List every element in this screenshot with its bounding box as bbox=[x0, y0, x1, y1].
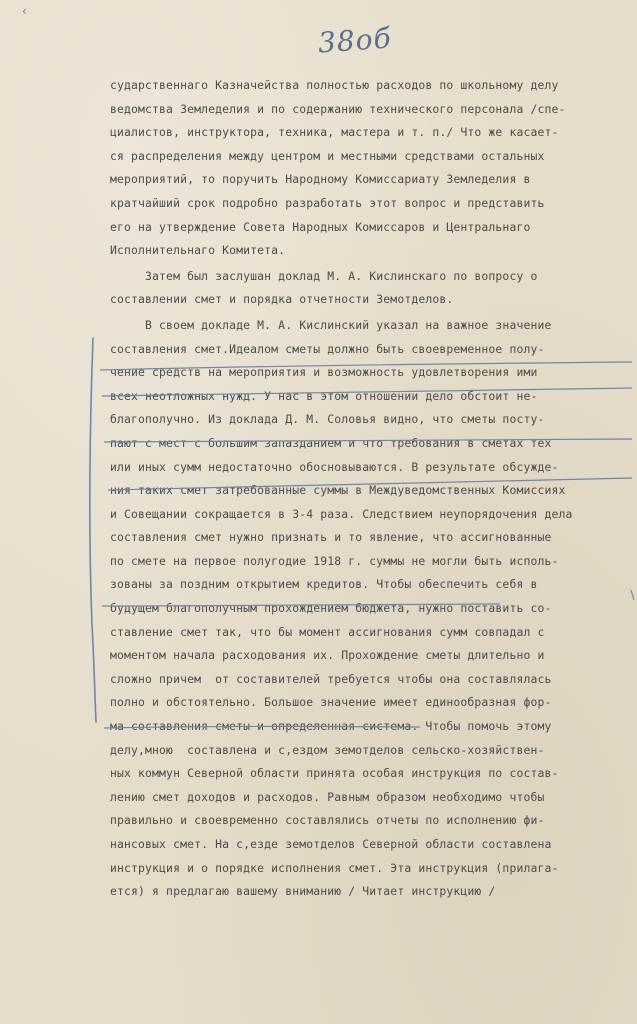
text-line: всех неотложных нужд. У нас в этом отношении дело обстоит не- bbox=[110, 388, 538, 403]
text-line: сложно причем от составителей требуется чтобы она составлялась bbox=[110, 671, 552, 686]
text-line: ма составления сметы и определенная система. Чтобы помочь этому bbox=[110, 719, 552, 734]
text-line: или иных сумм недостаточно обосновываются. В результате обсужде- bbox=[110, 459, 559, 474]
text-line: делу,мною составлена и с,ездом земотделов сельско-хозяйствен- bbox=[110, 742, 545, 757]
text-line: сударственнаго Казначейства полностью расходов по школьному делу bbox=[110, 78, 559, 92]
text-line: циалистов, инструктора, техника, мастера и т. п./ Что же касает- bbox=[110, 125, 559, 140]
text-line: лению смет доходов и расходов. Равным образом необходимо чтобы bbox=[110, 789, 545, 804]
text-line: по смете на первое полугодие 1918 г. суммы не могли быть исполь- bbox=[110, 553, 559, 568]
text-line: ется) я предлагаю вашему вниманию / Читает инструкцию / bbox=[110, 884, 496, 899]
text-line: будущем благополучным прохождением бюджета, нужно поставить со- bbox=[110, 601, 552, 616]
text-line: ставление смет так, что бы момент ассигнования сумм совпадал с bbox=[110, 624, 545, 639]
text-line: инструкция и о порядке исполнения смет. Эта инструкция (прилага- bbox=[110, 860, 559, 875]
text-line: Исполнительнаго Комитета. bbox=[110, 243, 286, 258]
text-line: составления смет.Идеалом сметы должно быть своевременное полу- bbox=[110, 341, 545, 356]
corner-mark: ‹ bbox=[22, 4, 27, 18]
text-line: ведомства Земледелия и по содержанию технического персонала /спе- bbox=[110, 101, 566, 116]
handwritten-page-number: 38об bbox=[316, 21, 393, 60]
text-line: составлении смет и порядка отчетности Земотделов. bbox=[110, 292, 454, 307]
text-line: ния таких смет затребованные суммы в Междуведомственных Комиссиях bbox=[110, 483, 566, 498]
text-line: полно и обстоятельно. Большое значение имеет единообразная фор- bbox=[110, 695, 552, 710]
text-line: моментом начала расходования их. Прохождение сметы длительно и bbox=[110, 648, 545, 663]
text-line: зованы за поздним открытием кредитов. Чтобы обеспечить себя в bbox=[110, 577, 538, 592]
text-line: благополучно. Из доклада Д. М. Соловья видно, что сметы посту- bbox=[110, 412, 545, 427]
text-line: и Совещании сокращается в 3-4 раза. Следствием неупорядочения дела bbox=[110, 506, 573, 521]
text-line: его на утверждение Совета Народных Комиссаров и Центральнаго bbox=[110, 219, 531, 234]
text-line: нансовых смет. На с,езде земотделов Северной области составлена bbox=[110, 837, 552, 851]
text-line: кратчайший срок подробно разработать этот вопрос и представить bbox=[110, 195, 545, 210]
typed-text-body bbox=[110, 74, 634, 904]
text-line: пают с мест с большим запазданием и что требования в сметах тех bbox=[110, 435, 552, 450]
text-line: чение средств на мероприятия и возможность удовлетворения ими bbox=[110, 365, 538, 380]
text-line: В своем докладе М. А. Кислинский указал на важное значение bbox=[110, 317, 552, 332]
text-line: правильно и своевременно составлялись отчеты по исполнению фи- bbox=[110, 813, 545, 828]
text-line: ных коммун Северной области принята особая инструкция по состав- bbox=[110, 766, 559, 781]
text-line: ся распределения между центром и местными средствами остальных bbox=[110, 148, 545, 163]
text-line: Затем был заслушан доклад М. А. Кислинскаго по вопросу о bbox=[110, 268, 538, 283]
text-line: составления смет нужно признать и то явление, что ассигнованные bbox=[110, 530, 552, 545]
margin-bracket-mark bbox=[90, 338, 96, 722]
text-line: мероприятий, то поручить Народному Комиссариату Земледелия в bbox=[110, 172, 531, 187]
